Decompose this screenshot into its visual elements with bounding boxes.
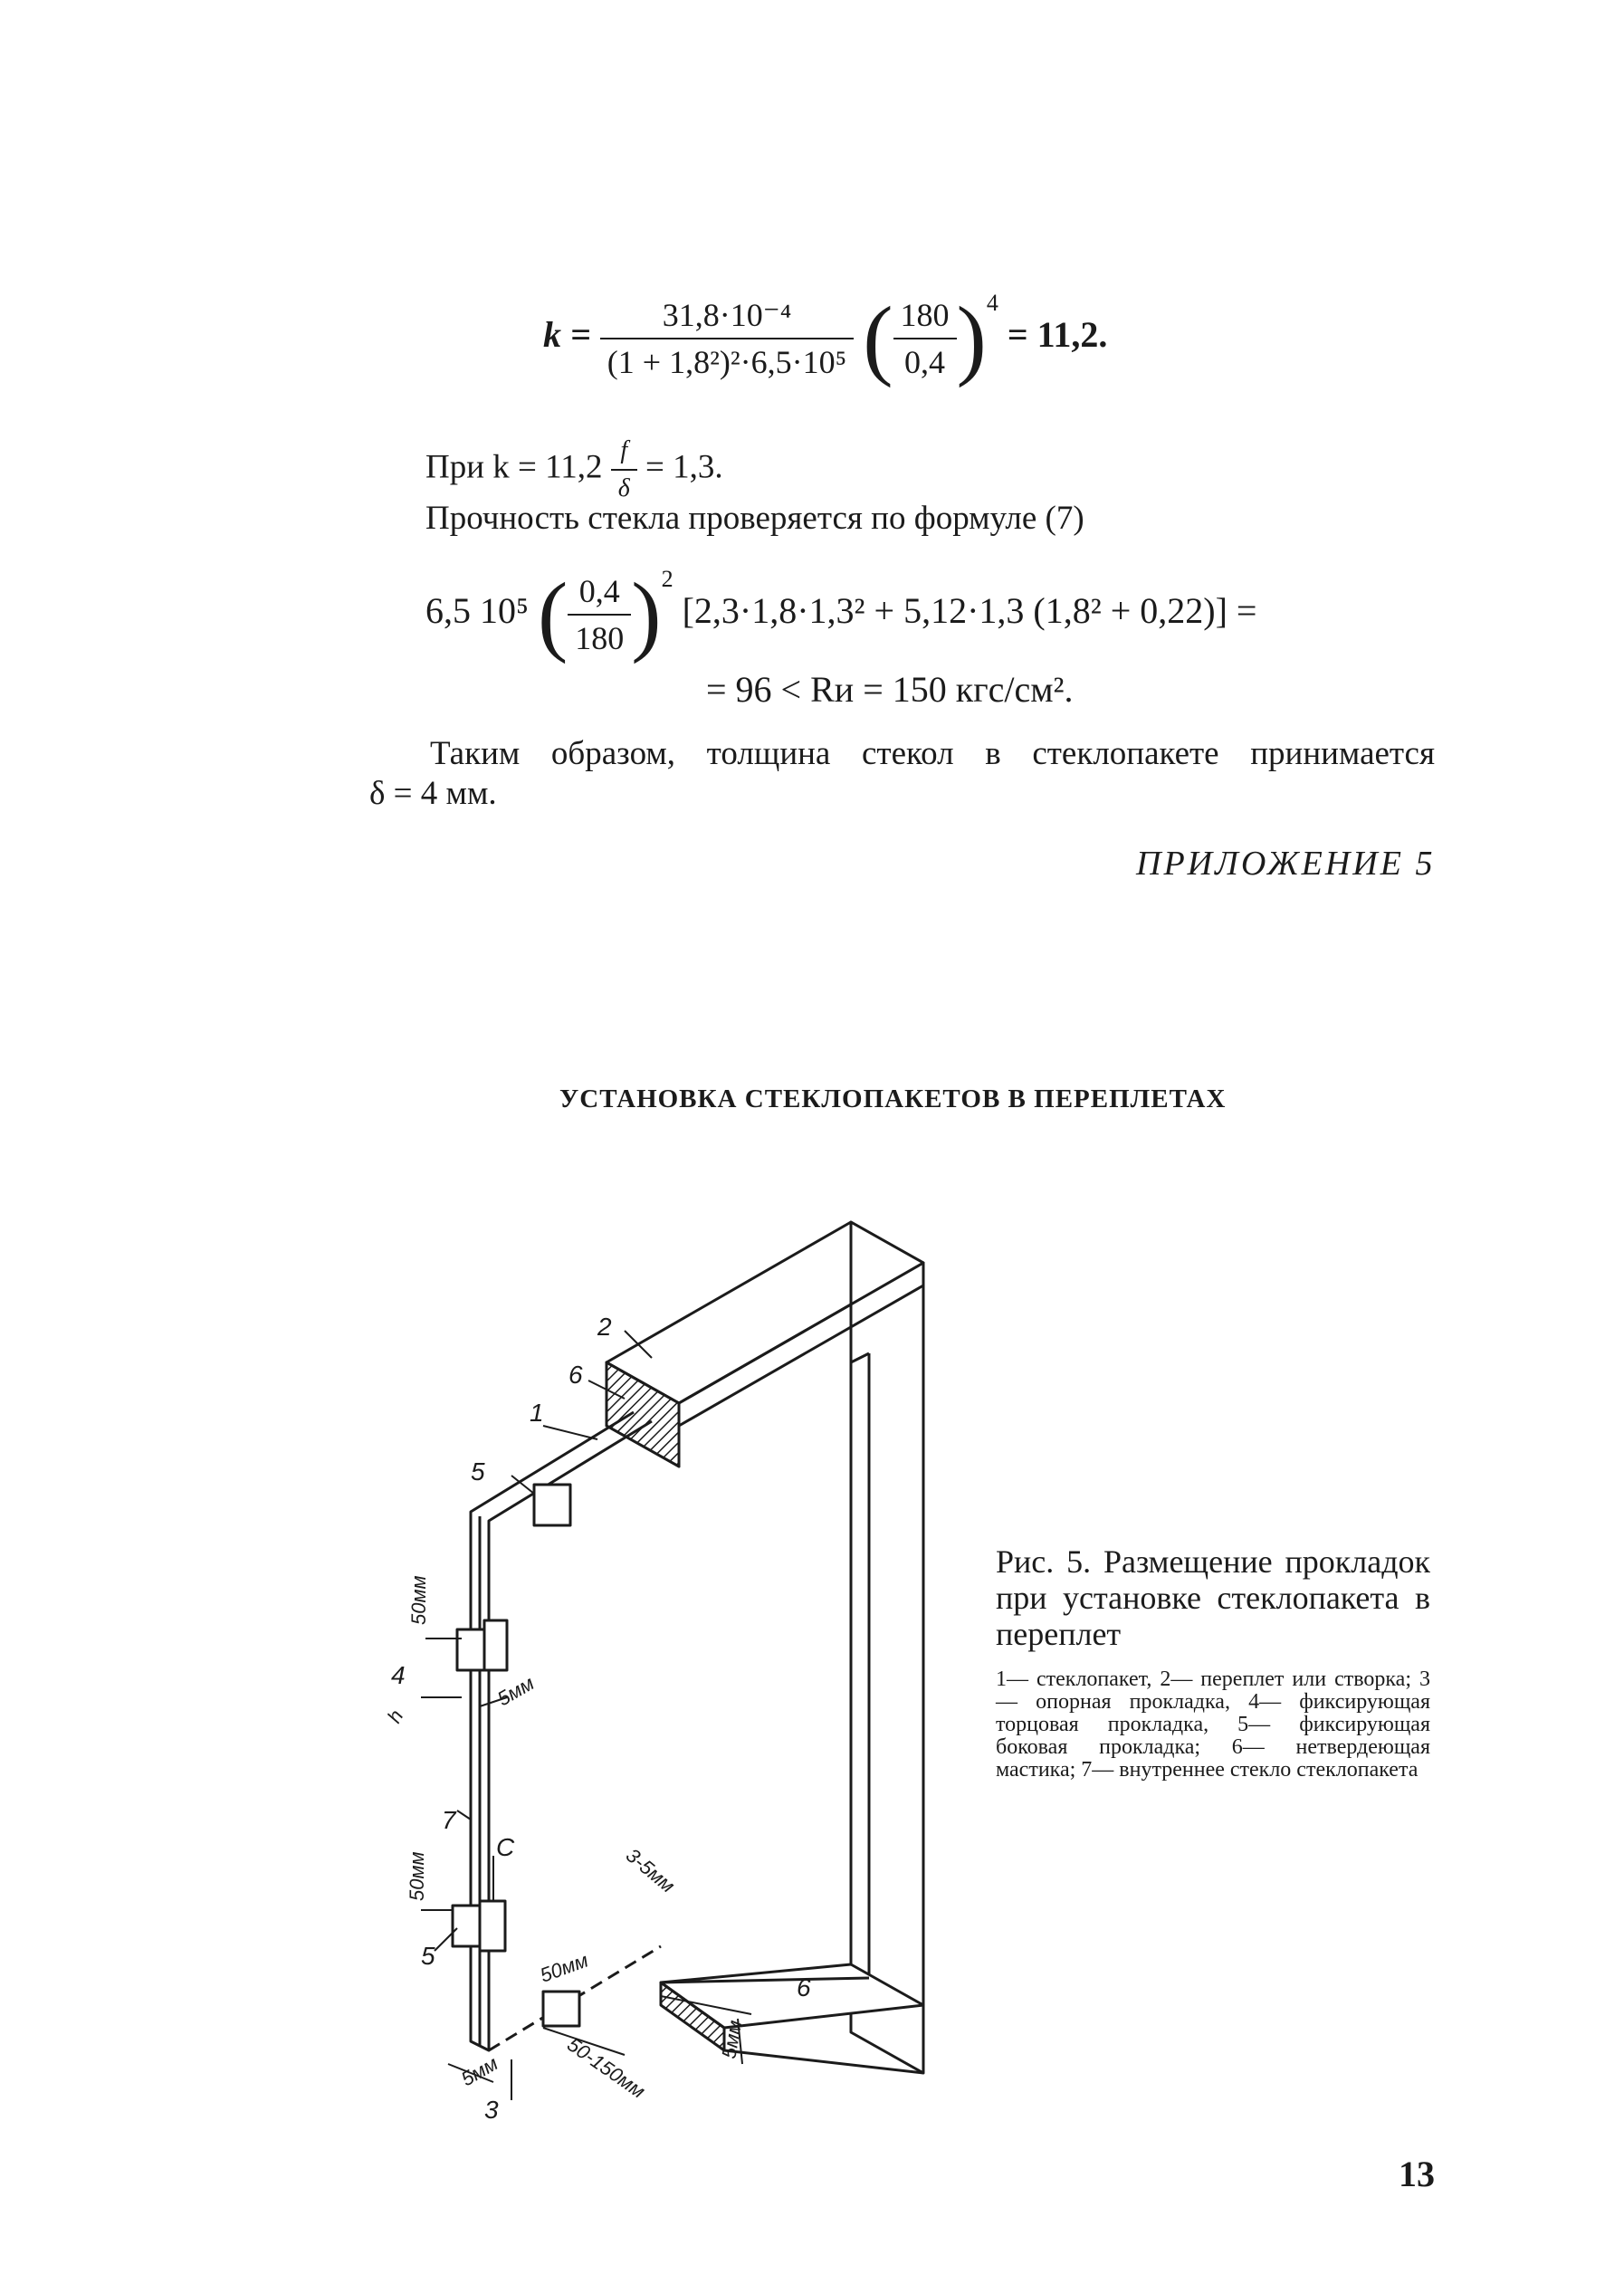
- dim-50mm-bottom: 50мм: [406, 1851, 428, 1901]
- right-paren-2: ): [631, 563, 662, 664]
- k-line-suffix: = 1,3.: [645, 448, 723, 486]
- formula2-result: = 96 < Rи = 150 кгс/см².: [706, 669, 1074, 710]
- label-5-bottom: 5: [421, 1942, 435, 1970]
- formula2-numerator: 0,4: [568, 572, 631, 616]
- formula2-coef: 6,5 10⁵: [425, 590, 529, 631]
- left-paren-2: (: [537, 563, 568, 664]
- label-6-top: 6: [568, 1361, 583, 1389]
- figure-caption-legend: 1— стеклопакет, 2— переплет или створка; 3— опорная прокладка, 4— фиксирующая торцовая прокладка, 5— фиксирующая боковая прокладка; 6— нетвердеющая мастика; 7— внутреннее стекло стеклопакета: [996, 1667, 1430, 1782]
- label-6-bottom: 6: [797, 1973, 811, 2002]
- dim-5mm-bottom: 5мм: [457, 2051, 502, 2091]
- formula-numerator: 31,8·10⁻⁴: [600, 296, 854, 339]
- formula-denominator: (1 + 1,8²)²·6,5·10⁵: [607, 343, 847, 380]
- label-1: 1: [530, 1399, 544, 1427]
- label-7: 7: [442, 1806, 456, 1834]
- frame-right-face: [851, 1222, 923, 2073]
- left-paren: (: [863, 287, 893, 388]
- dim-3-5mm: 3-5мм: [621, 1843, 680, 1897]
- formula2-denominator: 180: [575, 619, 625, 656]
- formula-power: 4: [986, 290, 998, 316]
- label-3: 3: [484, 2096, 499, 2124]
- label-5-top: 5: [471, 1457, 485, 1486]
- figure-caption-title: Рис. 5. Размещение прокладок при установке стеклопакета в переплет: [996, 1543, 1430, 1652]
- dim-50mm-top: 50мм: [407, 1575, 430, 1625]
- f-numerator: f: [611, 436, 637, 471]
- pad-side-bottom: [480, 1901, 505, 1951]
- conclusion-line-1: Таким образом, толщина стекол в стеклопакете принимается: [430, 735, 1435, 772]
- section-heading: УСТАНОВКА СТЕКЛОПАКЕТОВ В ПЕРЕПЛЕТАХ: [559, 1084, 1227, 1113]
- check-text: Прочность стекла проверяется по формуле (7): [425, 500, 1084, 537]
- label-4: 4: [391, 1661, 406, 1689]
- dim-50-150mm: 50-150мм: [563, 2032, 650, 2103]
- formula2-bracket: [2,3·1,8·1,3² + 5,12·1,3 (1,8² + 0,22)] =: [682, 590, 1257, 631]
- k-line-prefix: При k = 11,2: [425, 448, 603, 486]
- label-c: С: [496, 1833, 515, 1861]
- right-paren: ): [956, 287, 987, 388]
- appendix-label: ПРИЛОЖЕНИЕ 5: [1136, 845, 1436, 883]
- delta-denominator: δ: [617, 474, 630, 502]
- dim-h: h: [382, 1705, 408, 1727]
- formula-lhs: k =: [543, 314, 591, 355]
- dim-50mm-pad3: 50мм: [537, 1948, 592, 1987]
- pad-4: [457, 1629, 484, 1670]
- pad-3: [543, 1992, 579, 2026]
- page-number: 13: [1399, 2154, 1435, 2194]
- formula2-power: 2: [661, 566, 673, 592]
- pad-side-top: [484, 1620, 507, 1670]
- inner-numerator: 180: [893, 296, 957, 339]
- dim-5mm-side: 5мм: [493, 1671, 539, 1711]
- formula-result: = 11,2.: [1007, 314, 1108, 355]
- inner-denominator: 0,4: [904, 343, 946, 380]
- conclusion-line-2: δ = 4 мм.: [369, 775, 497, 812]
- pad-5-bottom: [453, 1906, 480, 1946]
- label-2: 2: [597, 1313, 612, 1341]
- dim-5mm-frame: 5мм: [717, 2018, 747, 2060]
- pad-5-top: [534, 1485, 570, 1525]
